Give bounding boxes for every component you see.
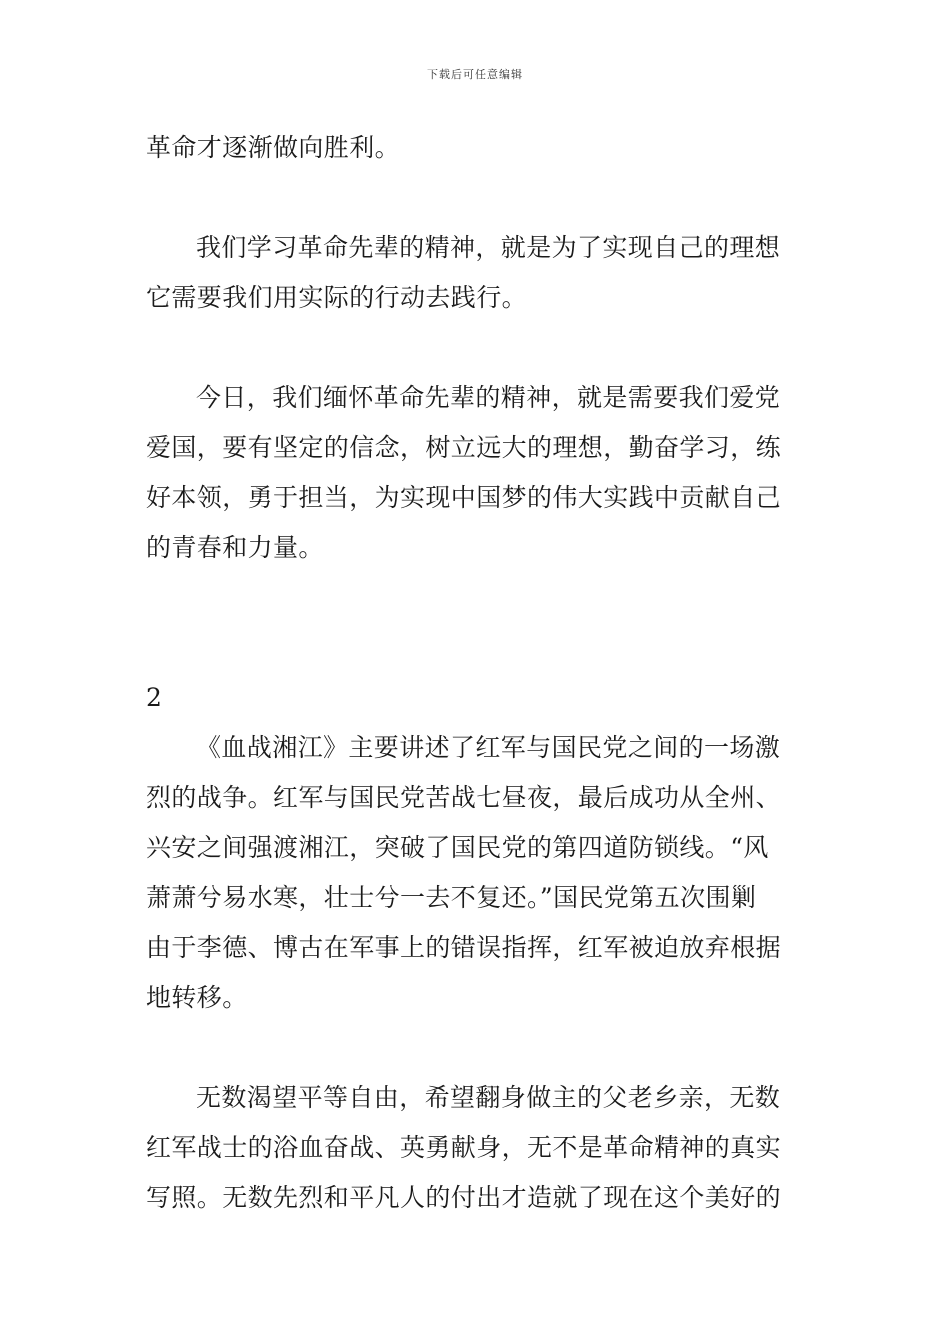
- text-line: 写照。无数先烈和平凡人的付出才造就了现在这个美好的: [146, 1183, 782, 1212]
- text-line: 好本领，勇于担当，为实现中国梦的伟大实践中贡献自己: [146, 483, 782, 512]
- text-line: 地转移。: [146, 983, 248, 1012]
- text-line: 革命才逐渐做向胜利。: [146, 133, 401, 162]
- text-line: 的青春和力量。: [146, 533, 324, 562]
- text-line: 《血战湘江》主要讲述了红军与国民党之间的一场激: [196, 733, 781, 762]
- text-line: 爱国，要有坚定的信念，树立远大的理想，勤奋学习，练: [146, 433, 782, 462]
- text-line: 它需要我们用实际的行动去践行。: [146, 283, 528, 312]
- text-line: 无数渴望平等自由，希望翻身做主的父老乡亲，无数: [196, 1083, 781, 1112]
- section-number: 2: [146, 683, 163, 712]
- text-line: 今日，我们缅怀革命先辈的精神，就是需要我们爱党: [196, 383, 781, 412]
- text-line: 烈的战争。红军与国民党苦战七昼夜，最后成功从全州、: [146, 783, 782, 812]
- text-line: 我们学习革命先辈的精神，就是为了实现自己的理想: [196, 233, 781, 262]
- text-line: 红军战士的浴血奋战、英勇献身，无不是革命精神的真实: [146, 1133, 782, 1162]
- text-line: 兴安之间强渡湘江，突破了国民党的第四道防锁线。“风: [146, 833, 769, 862]
- text-line: 由于李德、博古在军事上的错误指挥，红军被迫放弃根据: [146, 933, 782, 962]
- text-line: 萧萧兮易水寒，壮士兮一去不复还。”国民党第五次围剿: [146, 883, 757, 912]
- header-note: 下载后可任意编辑: [427, 68, 523, 81]
